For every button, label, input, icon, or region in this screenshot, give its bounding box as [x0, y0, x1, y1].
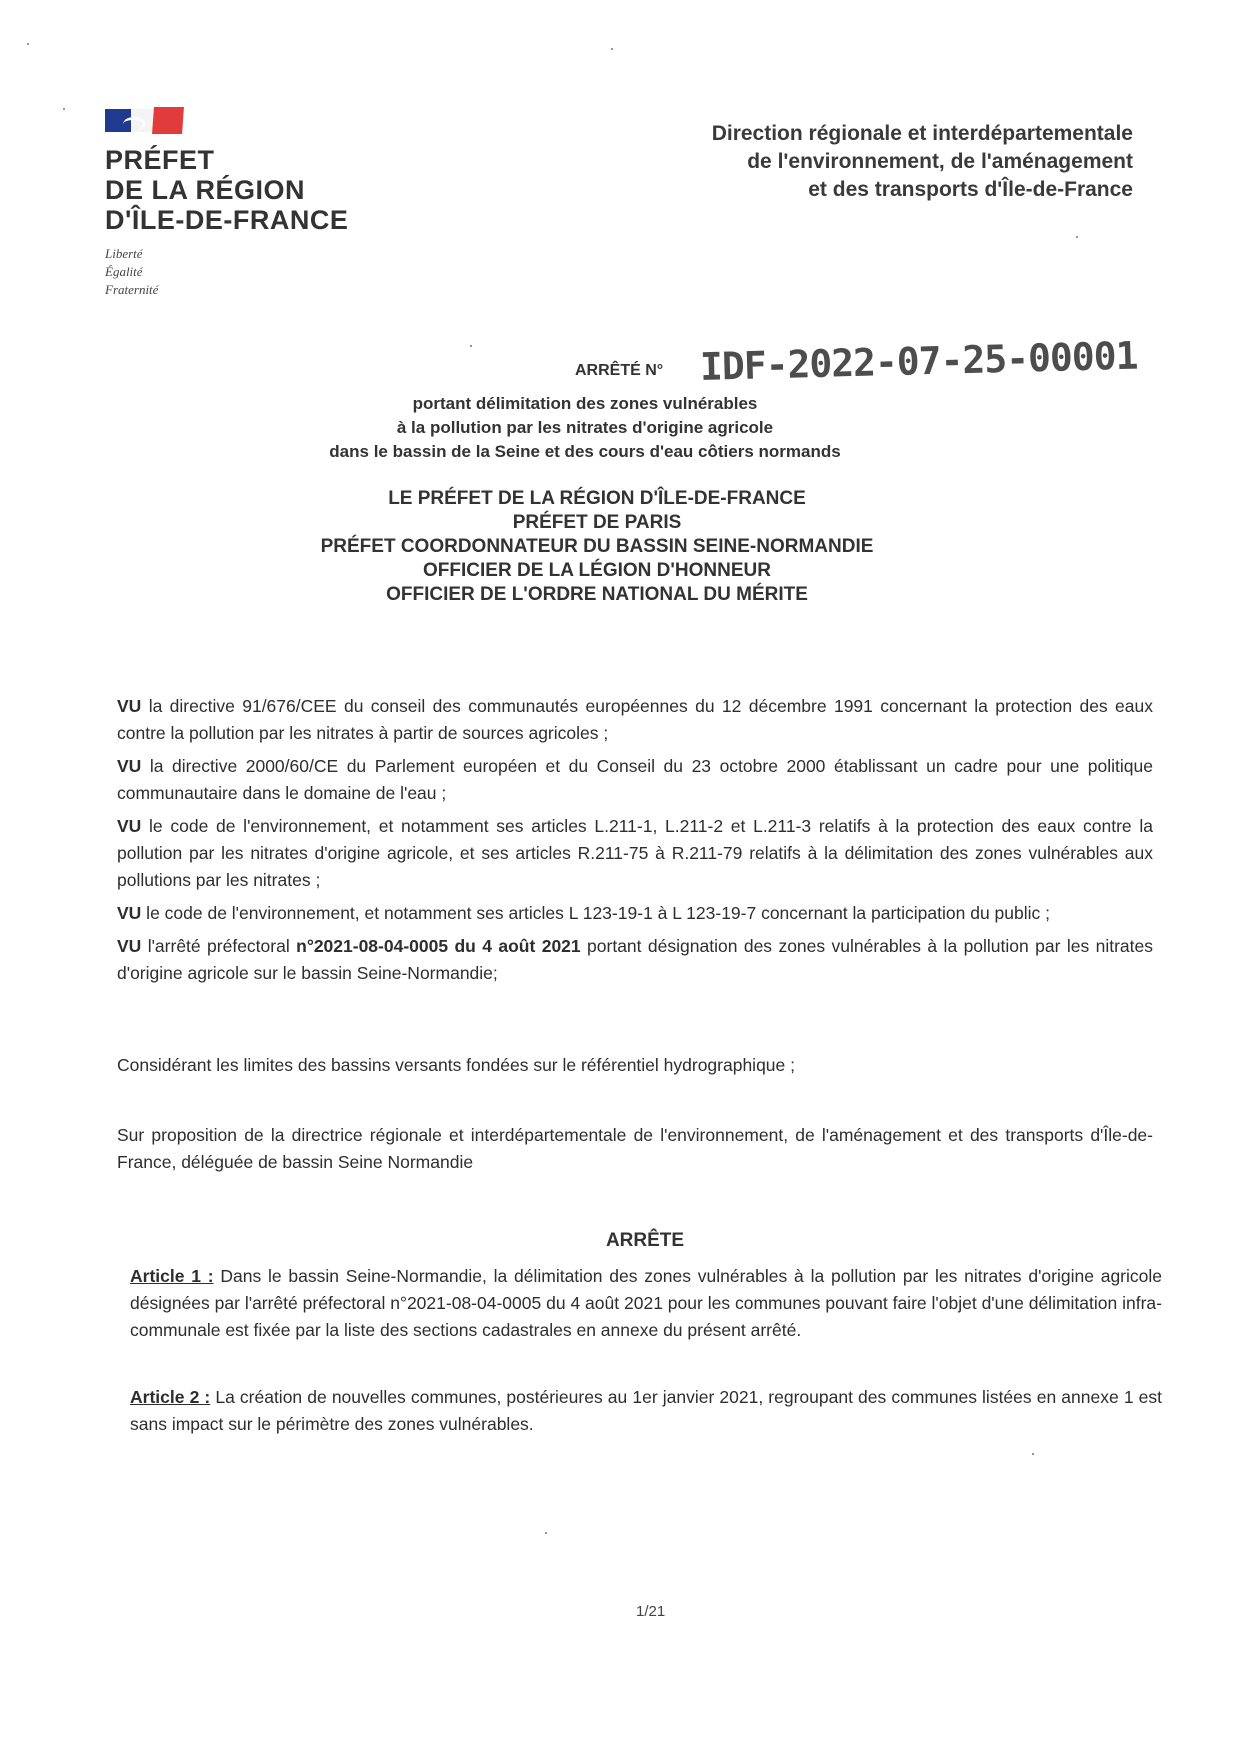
scan-speck: [1032, 1453, 1034, 1455]
issuing-direction: [573, 120, 1133, 204]
article-2: [130, 1384, 1162, 1438]
visa-paragraph: [117, 900, 1153, 927]
visa-paragraph: [117, 753, 1153, 807]
marianne-flag-icon: [105, 105, 185, 135]
visa-paragraph: [117, 933, 1153, 987]
article-label: Article 2 :: [130, 1387, 211, 1407]
arrete-heading-text: ARRÊTE: [605, 1230, 685, 1251]
direction-line: de l'environnement, de l'aménagement: [747, 150, 1133, 173]
prefet-title-line: PRÉFET COORDONNATEUR DU BASSIN SEINE-NORMANDIE: [320, 536, 874, 557]
visa-keyword: VU: [117, 936, 142, 956]
visa-text: l'arrêté préfectoral: [141, 936, 297, 956]
considerant-paragraph: Considérant les limites des bassins versants fondées sur le référentiel hydrographique ;: [117, 1055, 795, 1075]
prefet-title-line: PRÉFET DE PARIS: [512, 512, 682, 533]
scan-speck: [611, 48, 613, 50]
visa-text: portant désignation des zones vulnérables à la pollution par les nitrates d'origine agricole sur le bassin Seine-Normandie;: [117, 936, 1153, 983]
visa-text: le code de l'environnement, et notamment ses articles L.211-1, L.211-2 et L.211-3 relatifs à la protection des eaux contre la pollution par les nitrates d'origine agricole, et ses articles R.211-75 à R.211-79 relatifs à la délimitation des zones vulnérables aux pollutions par les nitrates ;: [117, 816, 1153, 890]
prefet-title-line: OFFICIER DE L'ORDRE NATIONAL DU MÉRITE: [386, 584, 808, 605]
visa-text: la directive 2000/60/CE du Parlement européen et du Conseil du 23 octobre 2000 établissant un cadre pour une politique communautaire dans le domaine de l'eau ;: [117, 756, 1153, 803]
republic-motto: [105, 245, 348, 299]
prefet-line: PRÉFET: [105, 145, 215, 175]
visa-keyword: VU: [117, 816, 142, 836]
prefet-line: D'ÎLE-DE-FRANCE: [105, 205, 349, 235]
visa-text: le code de l'environnement, et notamment ses articles L 123-19-1 à L 123-19-7 concernant la participation du public ;: [141, 903, 1051, 923]
scan-speck: [545, 1532, 547, 1534]
visa-keyword: VU: [117, 696, 142, 716]
scan-speck: [27, 43, 29, 45]
visa-keyword: VU: [117, 903, 142, 923]
motto-line: Fraternité: [105, 282, 159, 297]
direction-line: Direction régionale et interdépartementale: [711, 122, 1133, 145]
visa-text: la directive 91/676/CEE du conseil des communautés européennes du 12 décembre 1991 concernant la protection des eaux contre la pollution par les nitrates à partir de sources agricoles ;: [117, 696, 1153, 743]
prefet-wordmark: [105, 145, 348, 235]
page-number: 1/21: [636, 1603, 666, 1620]
prefet-titles: [0, 487, 1240, 607]
article-text: Dans le bassin Seine-Normandie, la délimitation des zones vulnérables à la pollution par les nitrates d'origine agricole désignées par l'arrêté préfectoral n°2021-08-04-0005 du 4 août 2021 pour les communes pouvant faire l'objet d'une délimitation infra-communale est fixée par la liste des sections cadastrales en annexe du présent arrêté.: [130, 1266, 1163, 1340]
visa-paragraph: [117, 813, 1153, 894]
subject-line: portant délimitation des zones vulnérables: [412, 394, 758, 413]
subject-line: à la pollution par les nitrates d'origine agricole: [396, 418, 774, 437]
prefet-title-line: OFFICIER DE LA LÉGION D'HONNEUR: [423, 560, 771, 581]
scan-speck: [63, 108, 65, 110]
proposition-paragraph: Sur proposition de la directrice régionale et interdépartementale de l'environnement, de l'aménagement et des transports d'Île-de-France, déléguée de bassin Seine Normandie: [117, 1125, 1153, 1172]
article-text: La création de nouvelles communes, postérieures au 1er janvier 2021, regroupant des communes listées en annexe 1 est sans impact sur le périmètre des zones vulnérables.: [130, 1387, 1162, 1434]
prefet-logo: [105, 105, 348, 299]
motto-line: Liberté: [105, 246, 143, 261]
motto-line: Égalité: [105, 264, 143, 279]
arrete-heading: [0, 1230, 1240, 1252]
arrete-label: ARRÊTÉ N°: [575, 362, 664, 379]
prefet-line: DE LA RÉGION: [105, 175, 306, 205]
arrete-reference: n°2021-08-04-0005 du 4 août 2021: [296, 936, 581, 956]
prefet-title-line: LE PRÉFET DE LA RÉGION D'ÎLE-DE-FRANCE: [388, 488, 806, 509]
scan-speck: [1076, 236, 1078, 238]
scan-speck: [470, 345, 472, 347]
visas-section: [117, 693, 1153, 993]
arrete-subject: [0, 392, 1240, 464]
article-label: Article 1 :: [130, 1266, 214, 1286]
direction-line: et des transports d'Île-de-France: [808, 178, 1133, 201]
article-1: [130, 1263, 1162, 1344]
visa-paragraph: [117, 693, 1153, 747]
subject-line: dans le bassin de la Seine et des cours d'eau côtiers normands: [329, 442, 841, 461]
arrete-number-handwritten: IDF-2022-07-25-00001: [699, 333, 1138, 389]
visa-keyword: VU: [117, 756, 142, 776]
